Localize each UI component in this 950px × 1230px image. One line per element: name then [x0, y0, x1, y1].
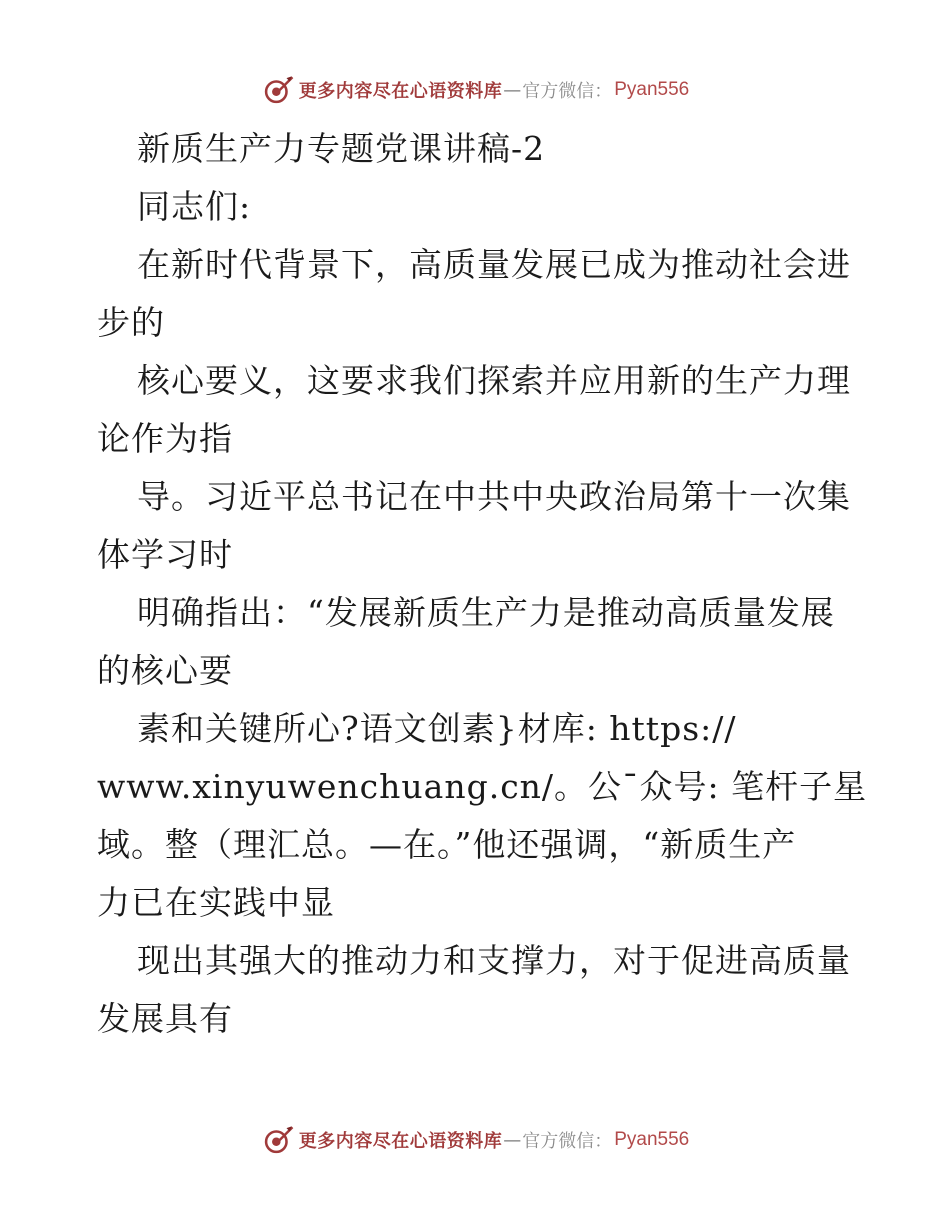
document-body [97, 120, 868, 1048]
header-wechat-id: Pyan556 [614, 79, 690, 100]
paragraph-line: 步的 [97, 303, 165, 342]
footer-wechat-label: 官方微信： [522, 1131, 613, 1152]
document-title: 新质生产力专题党课讲稿-2 [137, 129, 546, 168]
paragraph-line: 的核心要 [97, 651, 233, 690]
paragraph-line: www.xinyuwenchuang.cn/。公¯众号: 笔杆子星 [97, 767, 868, 806]
paragraph-line: 体学习时 [97, 535, 233, 574]
footer-wechat-id: Pyan556 [614, 1129, 690, 1150]
quill-pen-logo-icon [261, 73, 295, 107]
paragraph-line: 核心要义，这要求我们探索并应用新的生产力理 [137, 361, 851, 400]
paragraph-line: 现出其强大的推动力和支撑力，对于促进高质量 [137, 941, 851, 980]
paragraph-line: 域。整（理汇总。—在。”他还强调，“新质生产 [97, 825, 797, 864]
paragraph-line: 论作为指 [97, 419, 233, 458]
header-banner [0, 70, 950, 110]
quill-pen-logo-icon [261, 1123, 295, 1157]
paragraph-line: 明确指出：“发展新质生产力是推动高质量发展 [137, 593, 835, 632]
paragraph-line: 导。习近平总书记在中共中央政治局第十一次集 [137, 477, 851, 516]
paragraph-line: 素和关键所心?语文创素}材库: https:// [137, 709, 737, 748]
header-brand-text: 更多内容尽在心语资料库 [298, 81, 503, 102]
header-wechat-label: 官方微信： [522, 81, 613, 102]
footer-brand-text: 更多内容尽在心语资料库 [298, 1131, 503, 1152]
salutation: 同志们: [137, 187, 252, 226]
footer-dash: — [503, 1129, 522, 1151]
footer-banner [0, 1120, 950, 1160]
paragraph-line: 发展具有 [97, 999, 233, 1038]
paragraph-line: 力已在实践中显 [97, 883, 335, 922]
header-dash: — [503, 79, 522, 101]
paragraph-line: 在新时代背景下，高质量发展已成为推动社会进 [137, 245, 851, 284]
